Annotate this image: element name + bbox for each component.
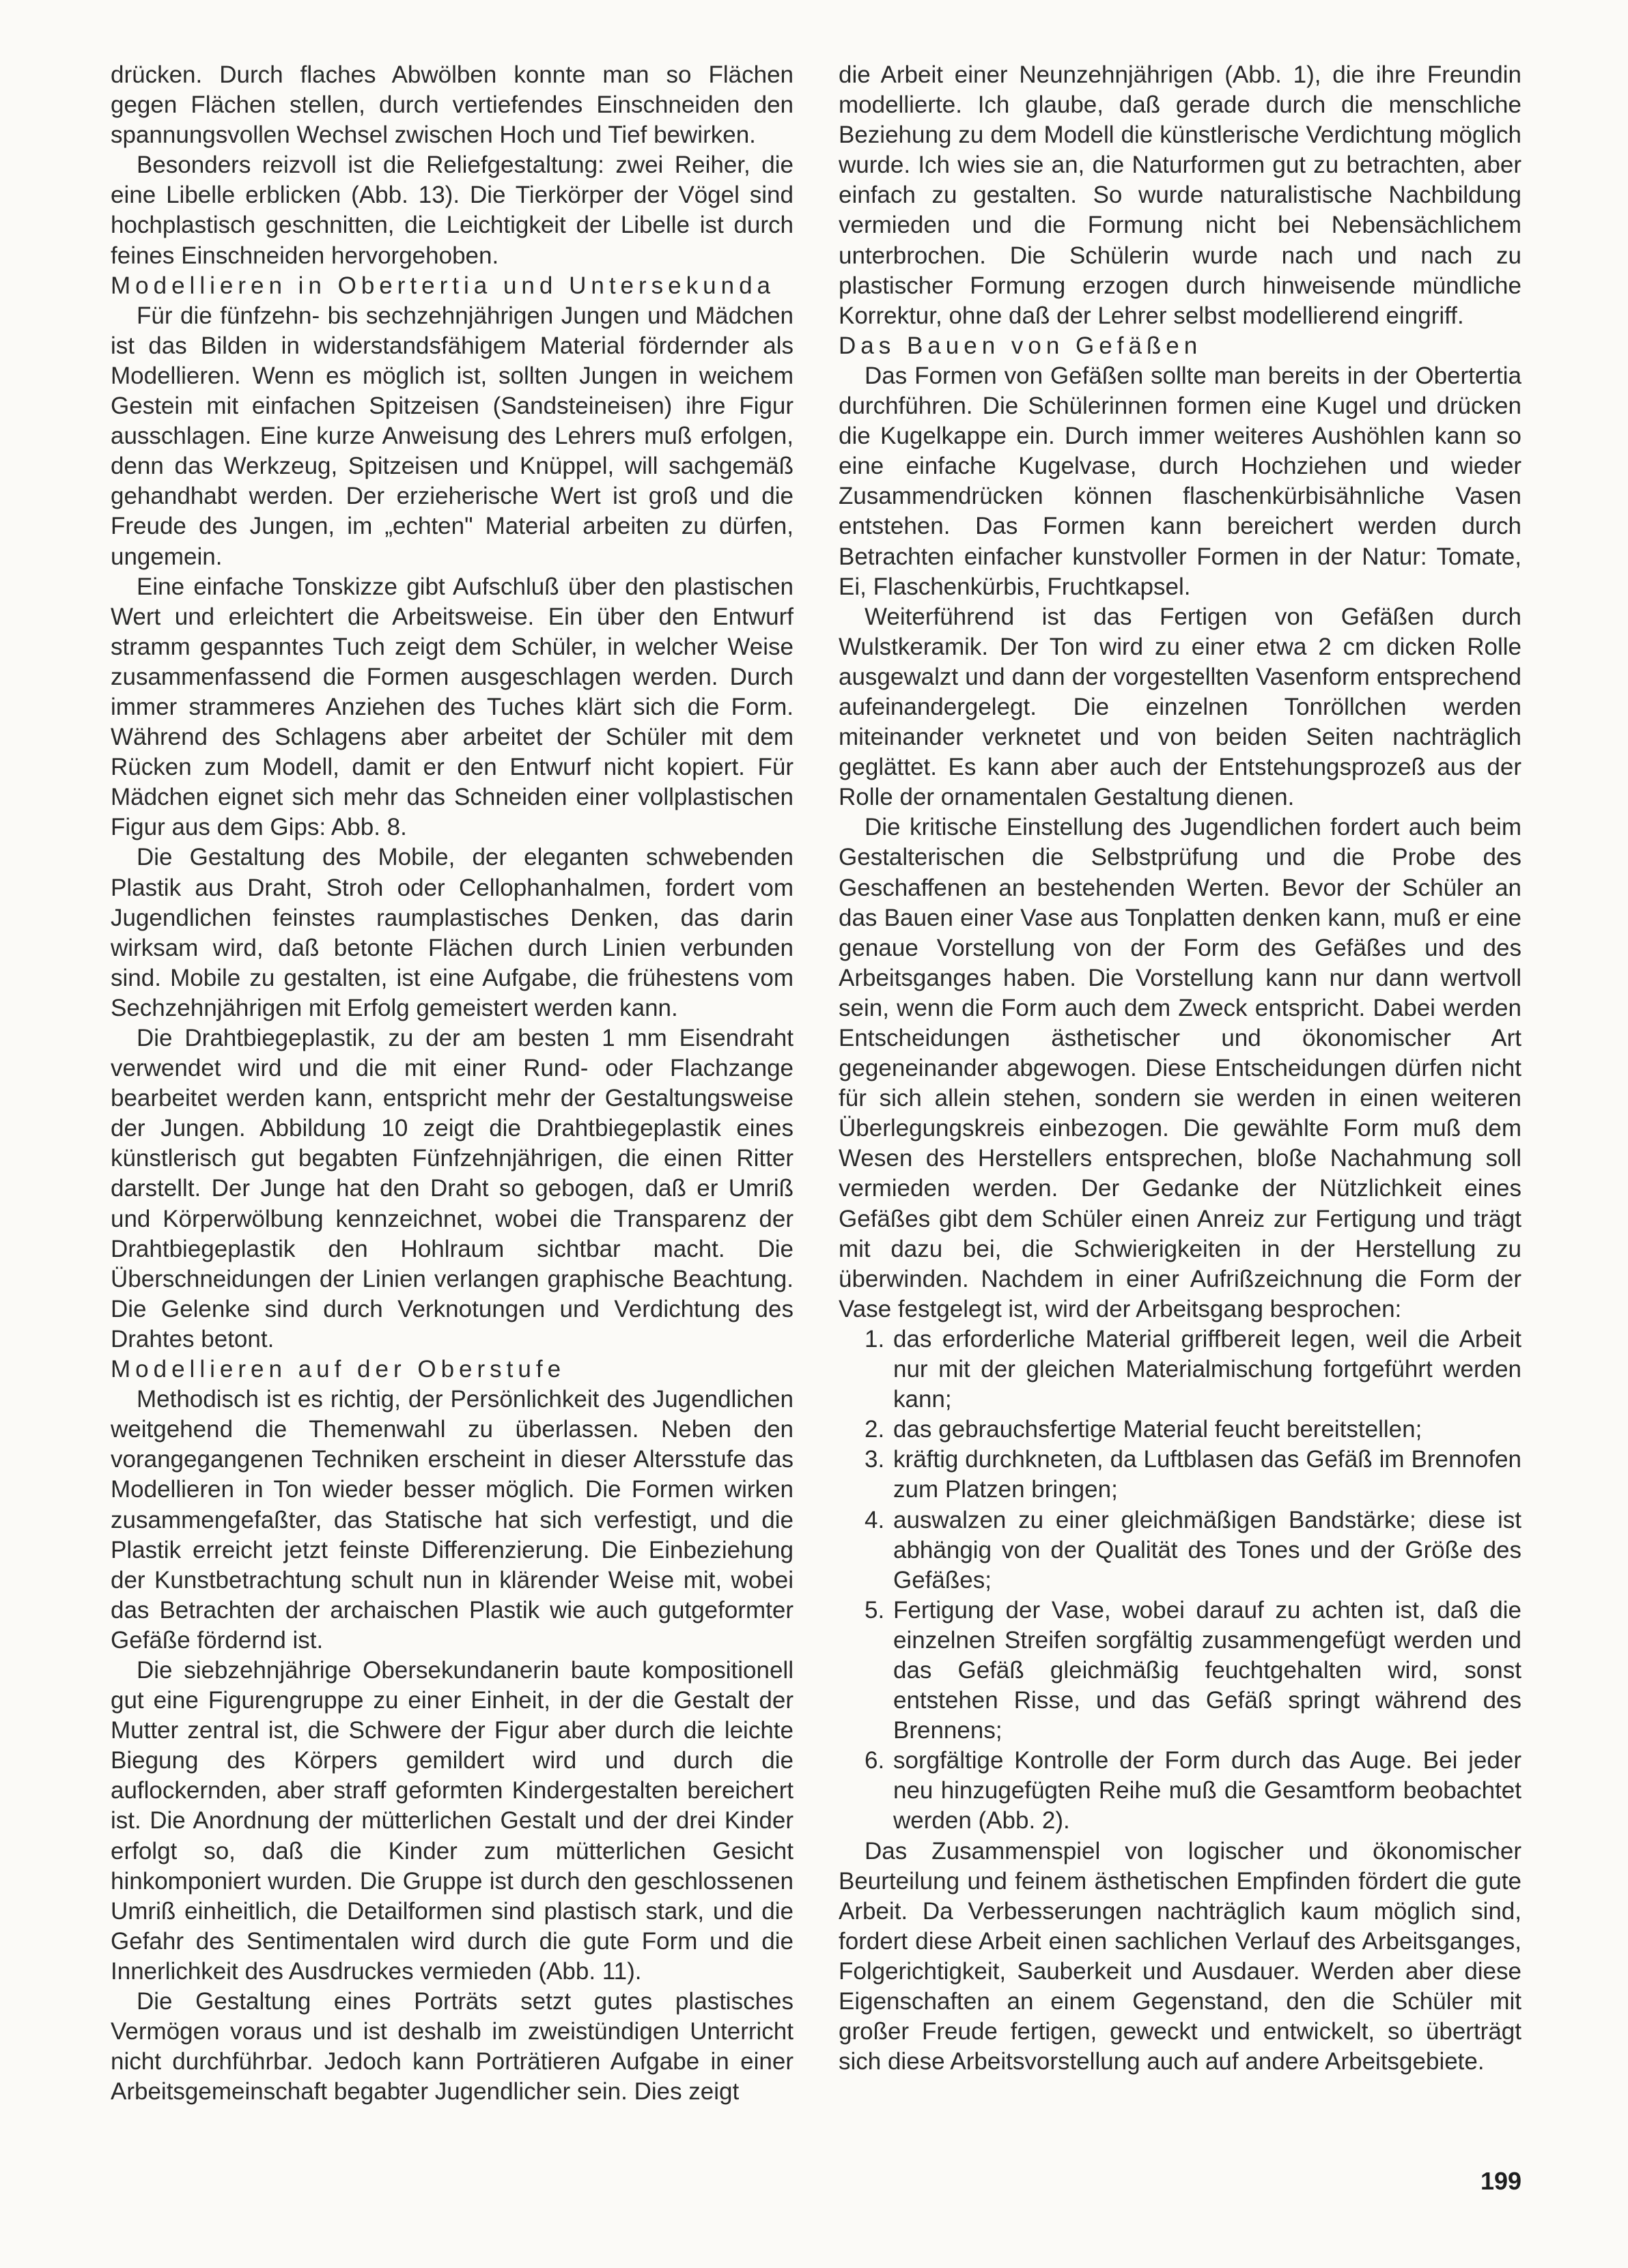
list-item-text: auswalzen zu einer gleichmäßigen Bandstärke; diese ist abhängig von der Qualität des Tones und der Größe des Gefäßes; bbox=[893, 1506, 1521, 1593]
list-item bbox=[839, 1596, 1521, 1746]
list-item bbox=[839, 1746, 1521, 1836]
paragraph: drücken. Durch flaches Abwölben konnte man so Flächen gegen Flächen stellen, durch vertiefendes Einschneiden den spannungsvollen Wechsel zwischen Hoch und Tief bewirken. bbox=[111, 61, 794, 149]
list-item bbox=[839, 1505, 1521, 1596]
section-heading: Modellieren auf der Oberstufe bbox=[111, 1356, 566, 1383]
list-item bbox=[839, 1324, 1521, 1415]
list-number: 1. bbox=[865, 1325, 885, 1352]
paragraph: Weiterführend ist das Fertigen von Gefäßen durch Wulstkeramik. Der Ton wird zu einer etwa 2 cm dicken Rolle ausgewalzt und dann der vorgestellten Vasenform entsprechend aufeinandergelegt. Die einzelnen Tonröllchen werden miteinander verknetet und von beiden Seiten nachträglich geglättet. Es kann aber auch der Entstehungsprozeß aus der Rolle der ornamentalen Gestaltung dienen. bbox=[839, 603, 1521, 811]
list-number: 3. bbox=[865, 1446, 885, 1473]
list-item-text: sorgfältige Kontrolle der Form durch das Auge. Bei jeder neu hinzugefügten Reihe muß die Gesamtform beobachtet werden (Abb. 2). bbox=[893, 1747, 1521, 1834]
paragraph: Besonders reizvoll ist die Reliefgestaltung: zwei Reiher, die eine Libelle erblicken (Abb. 13). Die Tierkörper der Vögel sind hochplastisch geschnitten, die Leichtigkeit der Libelle ist durch feines Einschneiden hervorgehoben. bbox=[111, 152, 794, 269]
page-number: 199 bbox=[1480, 2167, 1522, 2195]
paragraph: Die Gestaltung eines Porträts setzt gutes plastisches Vermögen voraus und ist deshalb im zweistündigen Unterricht nicht durchführbar. Jedoch kann Porträtieren Aufgabe in einer Arbeitsgemeinschaft begabter Jugendlicher sein. Dies zeigt bbox=[111, 1988, 794, 2106]
paragraph: Eine einfache Tonskizze gibt Aufschluß über den plastischen Wert und erleichtert die Arbeitsweise. Ein über den Entwurf stramm gespanntes Tuch zeigt dem Schüler, in welcher Weise zusammenfassend die Formen ausgeschlagen werden. Durch immer strammeres Anziehen des Tuches klärt sich die Form. Während des Schlagens aber arbeitet der Schüler mit dem Rücken zum Modell, damit er den Entwurf nicht kopiert. Für Mädchen eignet sich mehr das Schneiden einer vollplastischen Figur aus dem Gips: Abb. 8. bbox=[111, 573, 794, 841]
section-heading: Das Bauen von Gefäßen bbox=[839, 332, 1203, 359]
list-item-text: kräftig durchkneten, da Luftblasen das Gefäß im Brennofen zum Platzen bringen; bbox=[893, 1446, 1521, 1503]
work-steps-list bbox=[839, 1324, 1521, 1837]
list-item-text: Fertigung der Vase, wobei darauf zu achten ist, daß die einzelnen Streifen sorgfältig zusammengefügt werden und das Gefäß gleichmäßig feuchtgehalten wird, sonst entstehen Risse, und das Gefäß springt während des Brennens; bbox=[893, 1596, 1521, 1744]
list-number: 5. bbox=[865, 1596, 885, 1624]
paragraph: Methodisch ist es richtig, der Persönlichkeit des Jugendlichen weitgehend die Themenwahl zu überlassen. Neben den vorangegangenen Techniken erscheint in dieser Altersstufe das Modellieren in Ton wieder besser möglich. Die Formen wirken zusammengefaßter, das Statische hat sich verfestigt, und die Plastik erreicht jetzt feinste Differenzierung. Die Einbeziehung der Kunstbetrachtung schult nun in klärender Weise mit, wobei das Betrachten der archaischen Plastik wie auch gutgeformter Gefäße fördernd ist. bbox=[111, 1386, 794, 1654]
list-item-text: das erforderliche Material griffbereit legen, weil die Arbeit nur mit der gleichen Materialmischung fortgeführt werden kann; bbox=[893, 1325, 1521, 1413]
section-heading: Modellieren in Obertertia und Untersekunda bbox=[111, 272, 775, 299]
list-number: 2. bbox=[865, 1416, 885, 1443]
list-item-text: das gebrauchsfertige Material feucht bereitstellen; bbox=[893, 1416, 1422, 1443]
right-column bbox=[839, 60, 1521, 2077]
paragraph: Die kritische Einstellung des Jugendlichen fordert auch beim Gestalterischen die Selbstprüfung und die Probe des Geschaffenen an bestehenden Werten. Bevor der Schüler an das Bauen einer Vase aus Tonplatten denken kann, muß er eine genaue Vorstellung von der Form des Gefäßes und des Arbeitsganges haben. Die Vorstellung kann nur dann wertvoll sein, wenn die Form auch dem Zweck entspricht. Dabei werden Entscheidungen ästhetischer und ökonomischer Art gegeneinander abgewogen. Diese Entscheidungen dürfen nicht für sich allein stehen, sondern sie werden in einen weiteren Überlegungskreis einbezogen. Die gewählte Form muß dem Wesen des Herstellers entsprechen, bloße Nachahmung soll vermieden werden. Der Gedanke der Nützlichkeit eines Gefäßes gibt dem Schüler einen Anreiz zur Fertigung und trägt mit dazu bei, die Schwierigkeiten in der Herstellung zu überwinden. Nachdem in einer Aufrißzeichnung die Form der Vase festgelegt ist, wird der Arbeitsgang besprochen: bbox=[839, 814, 1521, 1322]
list-item bbox=[839, 1445, 1521, 1505]
paragraph: die Arbeit einer Neunzehnjährigen (Abb. 1), die ihre Freundin modellierte. Ich glaube, daß gerade durch die menschliche Beziehung zu dem Modell die künstlerische Verdichtung möglich wurde. Ich wies sie an, die Naturformen gut zu betrachten, aber einfach zu gestalten. So wurde naturalistische Nachbildung vermieden und die Formung nicht bei Nebensächlichem unterbrochen. Die Schülerin wurde nach und nach zu plastischer Formung erzogen durch hinweisende mündliche Korrektur, ohne daß der Lehrer selbst modellierend eingriff. bbox=[839, 61, 1521, 329]
paragraph: Die Drahtbiegeplastik, zu der am besten 1 mm Eisendraht verwendet wird und die mit einer Rund- oder Flachzange bearbeitet werden kann, entspricht mehr der Gestaltungsweise der Jungen. Abbildung 10 zeigt die Drahtbiegeplastik eines künstlerisch gut begabten Fünfzehnjährigen, die einen Ritter darstellt. Der Junge hat den Draht so gebogen, daß er Umriß und Körperwölbung kennzeichnet, wobei die Transparenz der Drahtbiegeplastik den Hohlraum sichtbar macht. Die Überschneidungen der Linien verlangen graphische Beachtung. Die Gelenke sind durch Verknotungen und Verdichtung des Drahtes betont. bbox=[111, 1025, 794, 1352]
paragraph: Das Formen von Gefäßen sollte man bereits in der Obertertia durchführen. Die Schülerinnen formen eine Kugel und drücken die Kugelkappe ein. Durch immer weiteres Aushöhlen kann so eine einfache Kugelvase, durch Hochziehen und wieder Zusammendrücken können flaschenkürbisähnliche Vasen entstehen. Das Formen kann bereichert werden durch Betrachten einfacher kunstvoller Formen in der Natur: Tomate, Ei, Flaschenkürbis, Fruchtkapsel. bbox=[839, 362, 1521, 600]
paragraph: Das Zusammenspiel von logischer und ökonomischer Beurteilung und feinem ästhetischen Empfinden fördert die gute Arbeit. Da Verbesserungen nachträglich kaum möglich sind, fordert diese Arbeit einen sachlichen Verlauf des Arbeitsganges, Folgerichtigkeit, Sauberkeit und Ausdauer. Werden aber diese Eigenschaften an einem Gegenstand, den die Schüler mit großer Freude fertigen, geweckt und entwickelt, so überträgt sich diese Arbeitsvorstellung auch auf andere Arbeitsgebiete. bbox=[839, 1837, 1521, 2075]
list-number: 6. bbox=[865, 1747, 885, 1774]
list-number: 4. bbox=[865, 1506, 885, 1533]
left-column bbox=[111, 60, 794, 2107]
list-item bbox=[839, 1415, 1521, 1445]
paragraph: Die siebzehnjährige Obersekundanerin baute kompositionell gut eine Figurengruppe zu einer Einheit, in der die Gestalt der Mutter zentral ist, die Schwere der Figur aber durch die leichte Biegung des Körpers gemildert wird und durch die auflockernden, aber straff geformten Kindergestalten bereichert ist. Die Anordnung der mütterlichen Gestalt und der drei Kinder erfolgt so, daß die Kinder zum mütterlichen Gesicht hinkomponiert wurden. Die Gruppe ist durch den geschlossenen Umriß einheitlich, die Detailformen sind plastisch stark, und die Gefahr des Sentimentalen wird durch die gute Form und die Innerlichkeit des Ausdruckes vermieden (Abb. 11). bbox=[111, 1656, 794, 1985]
paragraph: Für die fünfzehn- bis sechzehnjährigen Jungen und Mädchen ist das Bilden in widerstandsfähigem Material fördernder als Modellieren. Wenn es möglich ist, sollten Jungen in weichem Gestein mit einfachen Spitzeisen (Sandsteineisen) ihre Figur ausschlagen. Eine kurze Anweisung des Lehrers muß erfolgen, denn das Werkzeug, Spitzeisen und Knüppel, will sachgemäß gehandhabt werden. Der erzieherische Wert ist groß und die Freude des Jungen, im „echten" Material arbeiten zu dürfen, ungemein. bbox=[111, 302, 794, 570]
paragraph: Die Gestaltung des Mobile, der eleganten schwebenden Plastik aus Draht, Stroh oder Cellophanhalmen, fordert vom Jugendlichen feinstes raumplastisches Denken, das darin wirksam wird, daß betonte Flächen durch Linien verbunden sind. Mobile zu gestalten, ist eine Aufgabe, die frühestens vom Sechzehnjährigen mit Erfolg gemeistert werden kann. bbox=[111, 844, 794, 1021]
